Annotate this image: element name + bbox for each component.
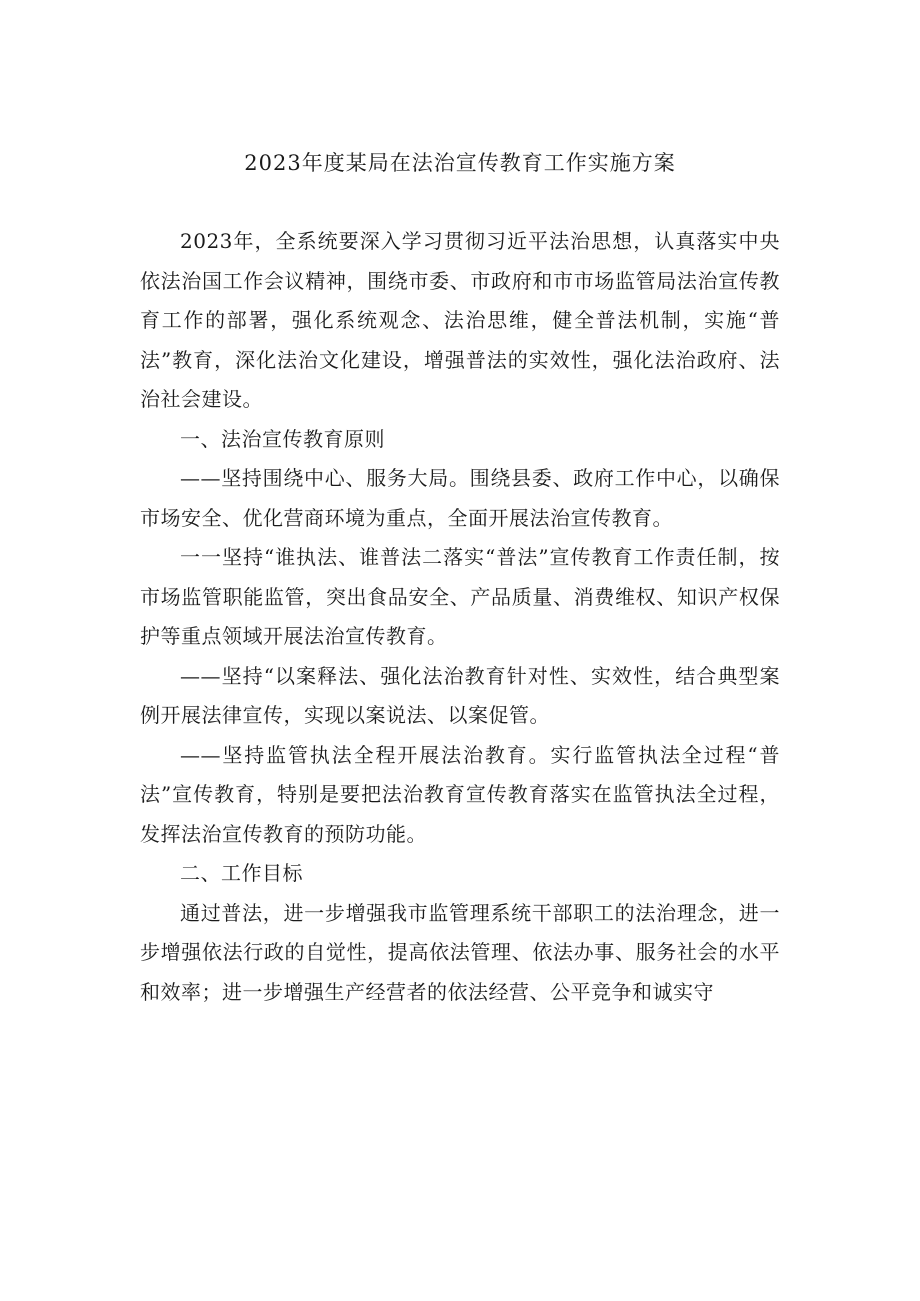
principle-paragraph-1: ——坚持围绕中心、服务大局。围绕县委、政府工作中心，以确保市场安全、优化营商环境为重点，全面开展法治宣传教育。 [140,466,780,530]
principle-paragraph-2: 一一坚持“谁执法、谁普法二落实“普法”宣传教育工作责任制，按市场监管职能监管，突出食品安全、产品质量、消费维权、知识产权保护等重点领域开展法治宣传教育。 [140,545,780,648]
goals-paragraph: 通过普法，进一步增强我市监管理系统干部职工的法治理念，进一步增强依法行政的自觉性，提高依法管理、依法办事、服务社会的水平和效率；进一步增强生产经营者的依法经营、公平竞争和诚实守 [140,900,780,1004]
document-body [140,222,780,1012]
document-title: 2023年度某局在法治宣传教育工作实施方案 [244,151,676,175]
principle-paragraph-4: ——坚持监管执法全程开展法治教育。实行监管执法全过程“普法”宣传教育，特别是要把法治教育宣传教育落实在监管执法全过程，发挥法治宣传教育的预防功能。 [140,742,780,846]
intro-paragraph: 2023年，全系统要深入学习贯彻习近平法治思想，认真落实中央依法治国工作会议精神，围绕市委、市政府和市市场监管局法治宣传教育工作的部署，强化系统观念、法治思维，健全普法机制，实施“普法”教育，深化法治文化建设，增强普法的实效性，强化法治政府、法治社会建设。 [140,229,780,411]
section-heading-principles: 一、法治宣传教育原则 [180,426,385,451]
section-heading-goals: 二、工作目标 [180,861,303,885]
principle-paragraph-3: ——坚持“以案释法、强化法治教育针对性、实效性，结合典型案例开展法律宣传，实现以案说法、以案促管。 [140,663,780,727]
